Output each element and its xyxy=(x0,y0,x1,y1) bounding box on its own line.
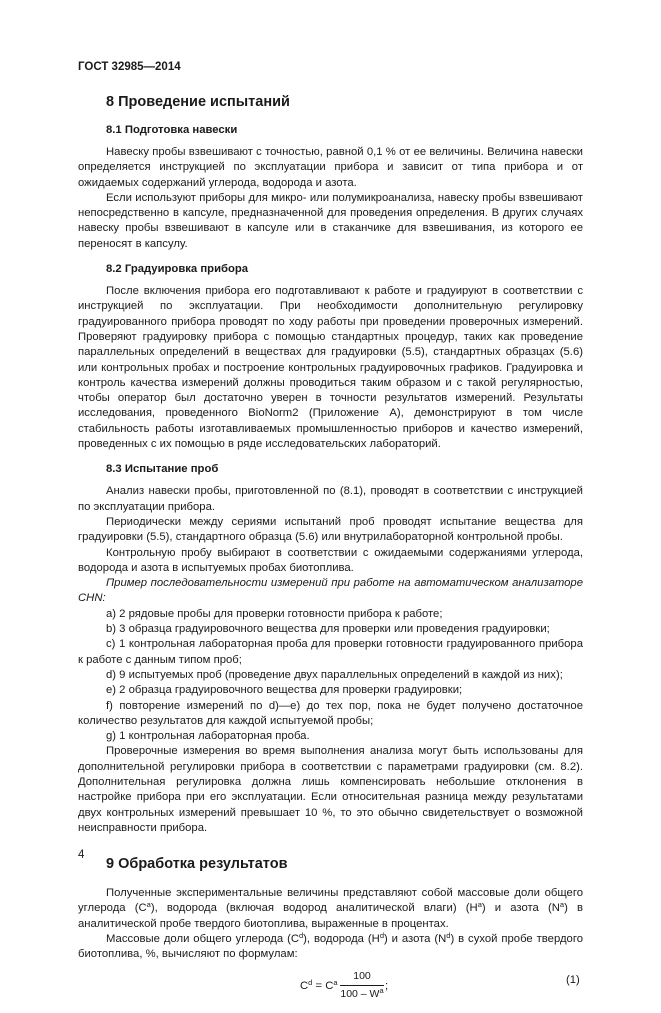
formula-numerator: 100 xyxy=(340,969,384,986)
list-item: e) 2 образца градуировочного вещества для проверки градуировки; xyxy=(106,684,463,697)
paragraph: После включения прибора его подготавливают к работе и градуируют в соответствии с инструкцией по эксплуатации. При необходимости дополнительную регулировку градуированного прибора проводят по ходу работы при проведении проверочных измерений. Проверяют градуировку прибора с помощью стандартных процедур, таких как проведение параллельных определений в веществах для градуировки (5.5), стандартных образцах (5.6) или контрольных пробах и построение контрольных градуировочных графиков. Градуировка и контроль качества измерений должны проводиться таким образом и с такой регулярностью, чтобы оператор был достаточно уверен в точности результатов измерений. Результаты исследования, проведенного BioNorm2 (Приложение А), демонстрируют в том числе стабильность работы изготавливаемых промышленностью приборов и качество измерений, проведенных с их помощью в ряде исследовательских лабораторий. xyxy=(78,285,583,451)
section-9-heading: 9 Обработка результатов xyxy=(106,856,288,873)
formula-1 xyxy=(78,965,583,1013)
paragraph: Массовые доли общего углерода $(C^d)$, водорода $(H^d)$ и азота $(N^d)$ в сухой пробе твердого биотоплива, %, вычисляют по формулам: xyxy=(78,931,583,961)
formula-number: (1) xyxy=(566,973,580,986)
list-item: g) 1 контрольная лабораторная проба. xyxy=(106,730,310,743)
subsection-8-2-heading: 8.2 Градуировка прибора xyxy=(106,263,249,276)
formula-semicolon: ; xyxy=(385,979,389,992)
document-body xyxy=(78,93,583,1013)
paragraph: Контрольную пробу выбирают в соответствии с ожидаемыми содержаниями углерода, водорода и азота в испытуемых пробах биотоплива. xyxy=(78,546,583,574)
document-code: ГОСТ 32985—2014 xyxy=(78,61,181,73)
list-item: b) 3 образца градуировочного вещества для проверки или проведения градуировки; xyxy=(106,623,550,636)
paragraph: Периодически между сериями испытаний проб проводят испытание вещества для градуировки (5.5), стандартного образца (5.6) или внутрилабораторной контрольной пробы. xyxy=(78,515,583,544)
paragraph: Если используют приборы для микро- или полумикроанализа, навеску пробы взвешивают непосредственно в капсуле, предназначенной для проведения определения. В других случаях навеску пробы взвешивают в капсуле или в стаканчике для взвешивания, из которого ее переносят в капсулу. xyxy=(78,191,583,250)
list-item: c) 1 контрольная лабораторная проба для проверки готовности градуированного прибора к работе с данным типом проб; xyxy=(78,638,583,666)
subsection-8-3-heading: 8.3 Испытание проб xyxy=(106,463,219,476)
page-number: 4 xyxy=(78,849,85,861)
paragraph: Анализ навески пробы, приготовленной по (8.1), проводят в соответствии с инструкцией по эксплуатации прибора. xyxy=(78,485,583,513)
paragraph: Проверочные измерения во время выполнения анализа могут быть использованы для дополнительной регулировки прибора в соответствии с параметрами градуировки (см. 8.2). Дополнительная регулировка должна лишь компенсировать небольшие отклонения в настройке прибора при его эксплуатации. Если относительная разница между результатами двух контрольных измерений превышает 10 %, то это обычно свидетельствует о возможной неисправности прибора. xyxy=(78,745,583,834)
formula-fraction xyxy=(340,969,384,1003)
subsection-8-1-heading: 8.1 Подготовка навески xyxy=(106,124,238,136)
paragraph: Полученные экспериментальные величины представляют собой массовые доли общего углерода $(C^a)$, водорода (включая водород аналитической влаги) $(H^a)$ и азота $(N^a)$ в аналитической пробе твердого биотоплива, выраженные в процентах. xyxy=(78,887,583,930)
list-item: f) повторение измерений по d)—e) до тех пор, пока не будет получено достаточное количество результатов для каждой испытуемой пробы; xyxy=(78,699,583,727)
example-heading: Пример последовательности измерений при работе на автоматическом анализаторе CHN: xyxy=(78,577,583,605)
paragraph: Навеску пробы взвешивают с точностью, равной 0,1 % от ее величины. Величина навески определяется инструкцией по эксплуатации прибора и зависит от типа прибора и от ожидаемых содержаний углерода, водорода и азота. xyxy=(78,146,583,189)
section-8-heading: 8 Проведение испытаний xyxy=(106,94,290,110)
list-item: a) 2 рядовые пробы для проверки готовности прибора к работе; xyxy=(106,607,443,620)
list-item: d) 9 испытуемых проб (проведение двух параллельных определений в каждой из них); xyxy=(106,668,563,681)
formula-lhs: $C^d = C^a$ xyxy=(300,977,338,992)
formula-denominator: $100 - W^a$ xyxy=(340,985,384,1000)
